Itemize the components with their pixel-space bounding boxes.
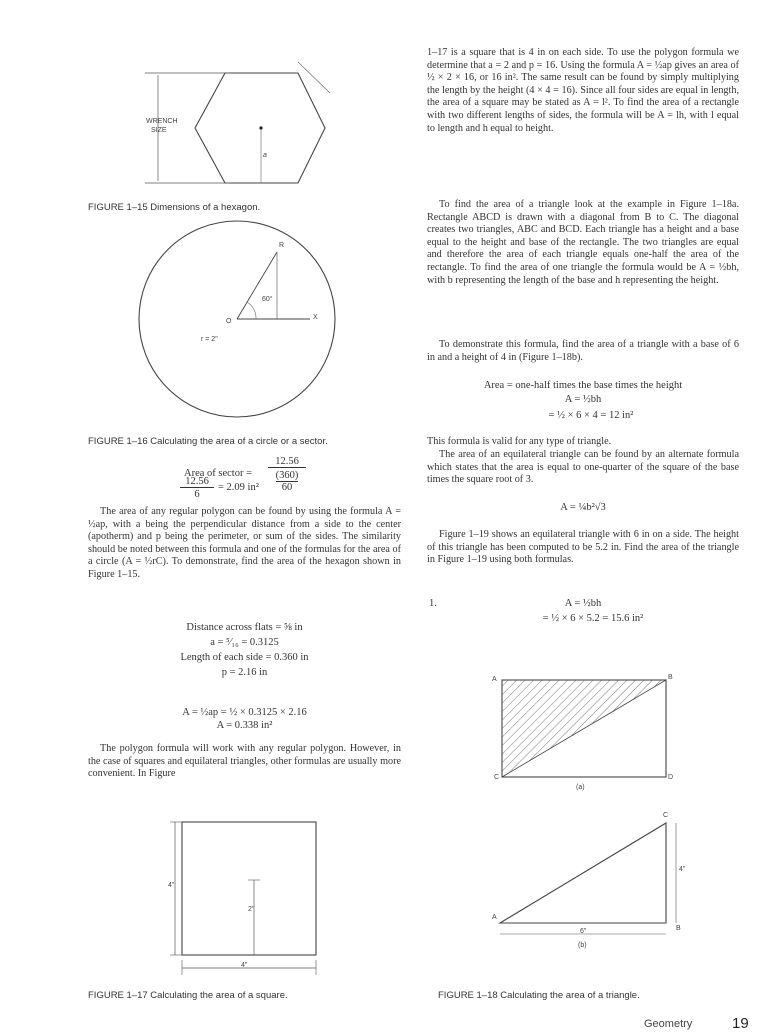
equilateral-paragraph: The area of an equilateral triangle can be found by an alternate formula which states that the area is equal to one-quarter of the square of the base times the square root of 3. (427, 449, 739, 486)
hexagon-flats: Distance across flats = ⅝ in (186, 622, 303, 633)
figure-1-19-paragraph: Figure 1–19 shows an equilateral triangle with 6 in on a side. The height of this triangle has been computed to be 5.2 in. Find the area of the triangle in Figure 1–19 using both formulas. (427, 529, 739, 566)
point-c2-label: C (663, 812, 669, 819)
sector-numerator: 12.56 (268, 456, 306, 468)
point-x-label: X (313, 314, 318, 321)
square-paragraph: 1–17 is a square that is 4 in on each side. To use the polygon formula we determine that a = 2 and p = 16. Using the formula A = ½ap gives an area of ½ × 2 × 16, or 16 in². The same result can be found by simply multiplying the length by the height (4 × 4 = 16). Since all four sides are equal in length, the area of a square may be stated as A = l². To find the area of a rectangle with two different lengths of sides, the formula will be A = lh, with l equal to length and h equal to height. (427, 47, 739, 134)
equilateral-bh-formula: A = ½bh (564, 598, 602, 609)
running-footer: Geometry (644, 1018, 693, 1030)
sector-label: Area of sector = (184, 468, 253, 479)
figure-1-15-caption: FIGURE 1–15 Dimensions of a hexagon. (88, 202, 261, 213)
hexagon-apothem: a = ⁵⁄₁₆ = 0.3125 (210, 637, 279, 648)
point-r-label: R (279, 242, 285, 249)
subfigure-b-label: (b) (578, 942, 587, 949)
triangle-paragraph: To find the area of a triangle look at the example in Figure 1–18a. Rectangle ABCD is drawn with a diagonal from B to C. The diagonal creates two triangles, ABC and BCD. Each triangle has a height and a base equal to the height and base of the rectangle. The two triangles are equal and therefore the area of each triangle equals one-half the area of the rectangle. To find the area of one triangle the formula would be A = ½bh, with b representing the length of the base and h representing the height. (427, 199, 739, 286)
equilateral-formula: A = ¼b²√3 (560, 502, 606, 513)
point-a-label: A (492, 676, 497, 683)
point-o-label: O (226, 318, 232, 325)
hexagon-side-length: Length of each side = 0.360 in (180, 652, 309, 663)
hexagon-perimeter: p = 2.16 in (221, 667, 268, 678)
valid-note: This formula is valid for any type of triangle. (427, 436, 612, 447)
square-side-label: 4" (168, 882, 175, 889)
item-number: 1. (429, 598, 437, 609)
point-b2-label: B (676, 925, 681, 932)
square-half-label: 2" (248, 906, 255, 913)
point-d-label: D (668, 774, 674, 781)
hexagon-area-result: A = 0.338 in² (216, 720, 273, 731)
point-c-label: C (494, 774, 500, 781)
figure-1-16-caption: FIGURE 1–16 Calculating the area of a circle or a sector. (88, 436, 328, 447)
equilateral-bh-result: = ½ × 6 × 5.2 = 15.6 in² (542, 613, 644, 624)
subfigure-a-label: (a) (576, 784, 585, 791)
sector-denominator: (360) 60 (275, 470, 299, 493)
figure-1-17-caption: FIGURE 1–17 Calculating the area of a square. (88, 990, 288, 1001)
square-bottom-label: 4" (241, 962, 248, 969)
triangle-demo-paragraph: To demonstrate this formula, find the area of a triangle with a base of 6 in and a height of 4 in (Figure 1–18b). (427, 339, 739, 363)
hexagon-area-formula: A = ½ap = ½ × 0.3125 × 2.16 (182, 707, 307, 718)
calc2-result: = 2.09 in² (218, 482, 259, 493)
radius-label: r = 2" (201, 336, 218, 343)
size-label: SIZE (151, 127, 167, 134)
apothem-label: a (263, 152, 267, 159)
triangle-result: = ½ × 6 × 4 = 12 in² (548, 410, 634, 421)
calc2-denominator: 6 (194, 489, 200, 500)
calc2-numerator: 12.56 (180, 476, 214, 488)
triangle-formula: A = ½bh (564, 394, 602, 405)
point-b-label: B (668, 674, 673, 681)
height-label: 4" (679, 866, 686, 873)
angle-label: 60° (262, 296, 273, 303)
wrench-label: WRENCH (146, 118, 178, 125)
area-words: Area = one-half times the base times the height (483, 380, 683, 391)
base-label: 6" (580, 928, 587, 935)
polygon-note-paragraph: The polygon formula will work with any regular polygon. However, in the case of squares and equilateral triangles, other formulas are usually more convenient. In Figure (88, 743, 401, 780)
figure-1-18-caption: FIGURE 1–18 Calculating the area of a triangle. (438, 990, 640, 1001)
polygon-paragraph: The area of any regular polygon can be found by using the formula A = ½ap, with a being the perpendicular distance from a side to the center (apotherm) and p being the perimeter, or sum of the sides. The similarity should be noted between this formula and one of the formulas for the area of a circle (A = ½rC). To demonstrate, find the area of the hexagon shown in Figure 1–15. (88, 506, 401, 580)
point-a2-label: A (492, 914, 497, 921)
page-number: 19 (732, 1015, 749, 1032)
